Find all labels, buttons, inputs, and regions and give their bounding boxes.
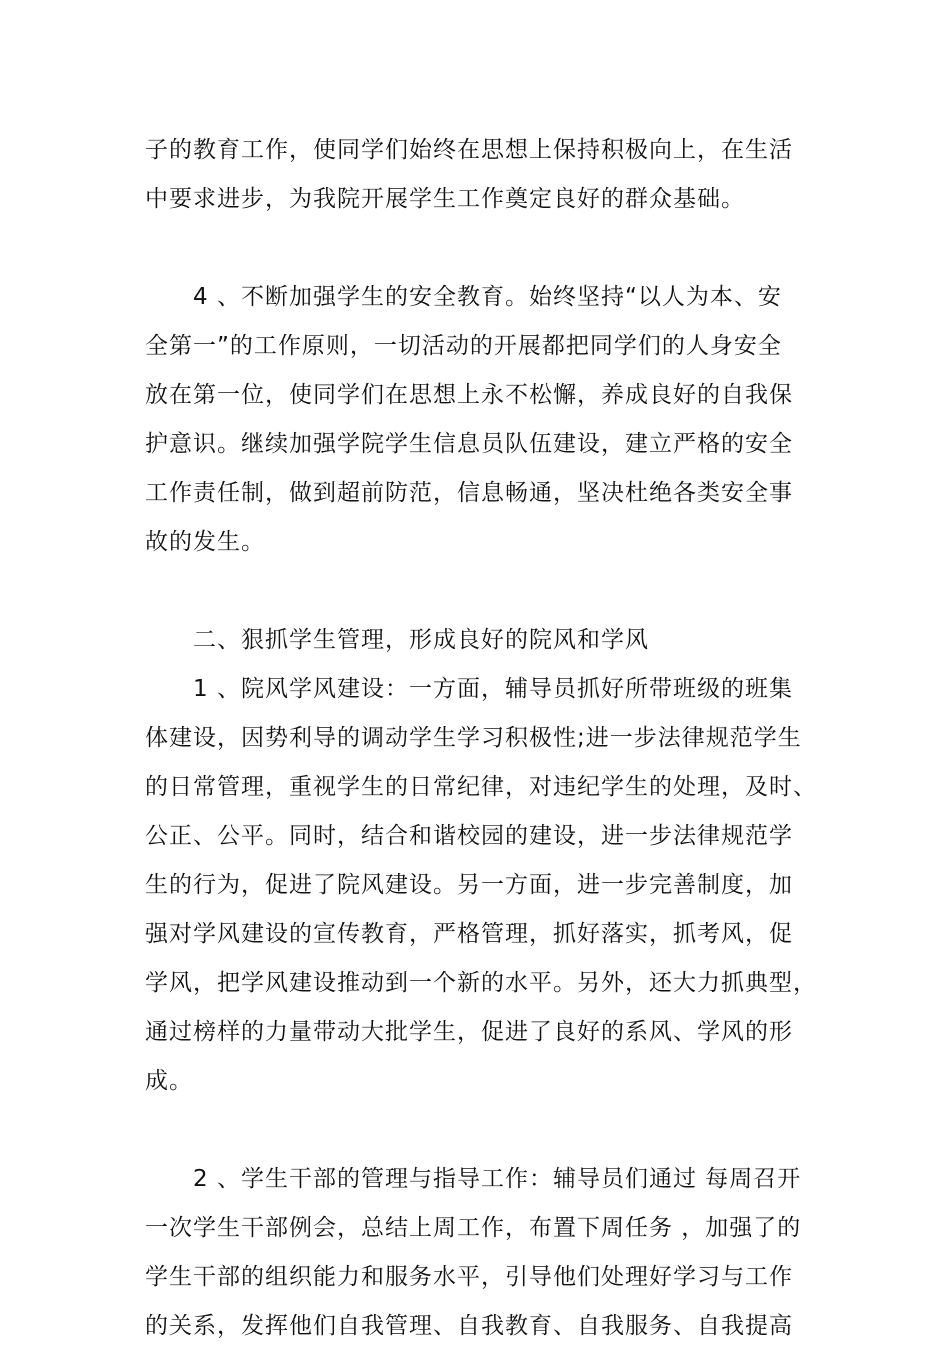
paragraph-gap: [145, 1106, 835, 1155]
paragraph-gap: [145, 567, 835, 616]
text-line: 放在第一位，使同学们在思想上永不松懈，养成良好的自我保: [145, 382, 793, 408]
text-line: 生的行为，促进了院风建设。另一方面，进一步完善制度，加: [145, 872, 793, 898]
text-line: 强对学风建设的宣传教育，严格管理，抓好落实，抓考风，促: [145, 921, 793, 947]
text-line: 工作责任制，做到超前防范，信息畅通，坚决杜绝各类安全事: [145, 480, 793, 506]
section-heading: 二、狠抓学生管理，形成良好的院风和学风: [145, 627, 649, 653]
text-line: 学风，把学风建设推动到一个新的水平。另外，还大力抓典型，: [145, 970, 817, 996]
text-line: 体建设，因势利导的调动学生学习积极性;进一步法律规范学生: [145, 725, 802, 751]
text-line: 子的教育工作，使同学们始终在思想上保持积极向上，在生活: [145, 137, 793, 163]
text-line: 公正、公平。同时，结合和谐校园的建设，进一步法律规范学: [145, 823, 793, 849]
text-line: 一次学生干部例会，总结上周工作，布置下周任务 ，加强了的: [145, 1215, 802, 1241]
paragraph-gap: [145, 224, 835, 273]
text-line: 2 、学生干部的管理与指导工作：辅导员们通过 每周召开: [145, 1166, 802, 1192]
text-line: 1 、院风学风建设：一方面，辅导员抓好所带班级的班集: [145, 676, 793, 702]
document-body: [145, 126, 835, 1351]
text-line: 4 、不断加强学生的安全教育。始终坚持“以人为本、安: [145, 284, 782, 310]
text-line: 成。: [145, 1068, 193, 1094]
text-line: 全第一”的工作原则，一切活动的开展都把同学们的人身安全: [145, 333, 782, 359]
text-line: 的日常管理，重视学生的日常纪律，对违纪学生的处理，及时、: [145, 774, 817, 800]
text-line: 中要求进步，为我院开展学生工作奠定良好的群众基础。: [145, 186, 745, 212]
text-line: 故的发生。: [145, 529, 265, 555]
text-line: 护意识。继续加强学院学生信息员队伍建设，建立严格的安全: [145, 431, 793, 457]
text-line: 的关系，发挥他们自我管理、自我教育、自我服务、自我提高: [145, 1313, 793, 1339]
text-line: 学生干部的组织能力和服务水平，引导他们处理好学习与工作: [145, 1264, 793, 1290]
text-line: 通过榜样的力量带动大批学生，促进了良好的系风、学风的形: [145, 1019, 793, 1045]
